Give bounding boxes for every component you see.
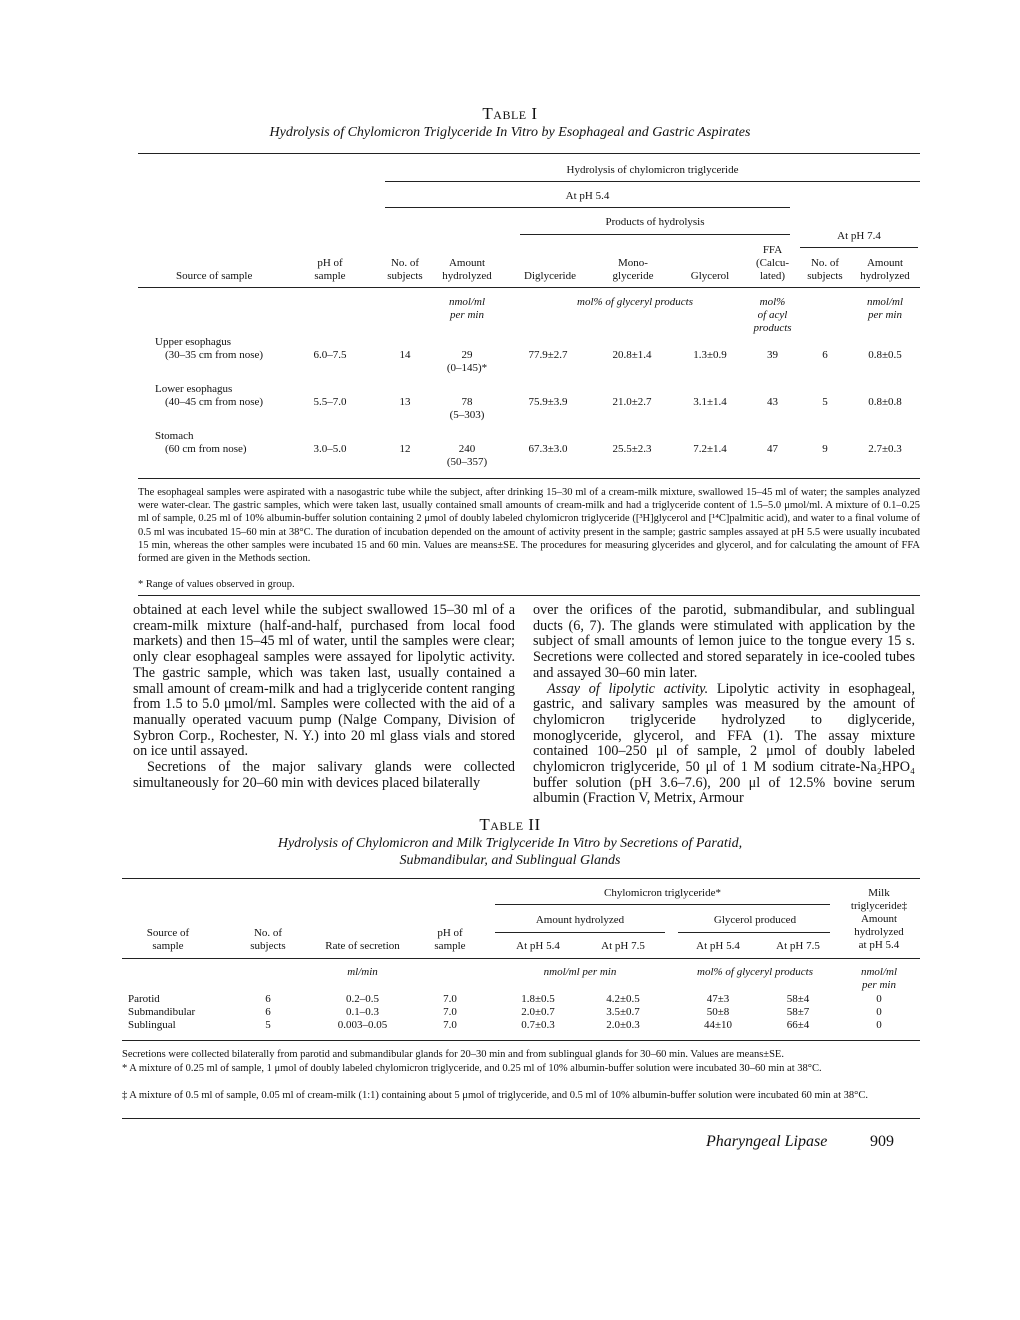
t2-group-glycerol: Glycerol produced	[713, 914, 797, 926]
t2-col-amount-ph54: At pH 5.4	[516, 940, 560, 952]
t1-rule	[385, 181, 920, 182]
t2-unit-amount: nmol/ml per min	[543, 966, 617, 978]
t1-header-rule	[138, 287, 920, 288]
t2-col-glycerol-ph54: At pH 5.4	[696, 940, 740, 952]
t2-group-chylo: Chylomicron triglyceride*	[604, 887, 721, 899]
t2-unit-rate: ml/min	[347, 966, 378, 978]
body-paragraph: over the orifices of the parotid, submandibular, and sublingual ducts (6, 7). The glands were stimulated with application by the subject of small amounts of lemon juice to the tongue every 15 s. Secretions were collected and stored separately in ice-cooled tubes and assayed 30–60 min later.	[533, 602, 915, 681]
t2-col-milk: Milk triglyceride‡ Amount hydrolyzed at pH 5.4	[850, 887, 908, 951]
t2-col-rate: Rate of secretion	[325, 940, 400, 952]
body-paragraph: Assay of lipolytic activity. Lipolytic activity in esophageal, gastric, and salivary samples was measured by the amount of chylomicron triglyceride hydrolyzed to diglyceride, monoglyceride, glycerol, and FFA (1). The assay mixture contained 100–250 μl of sample, 2 μmol of doubly labeled chylomicron triglyceride, 50 μl of 1 M sodium citrate-Na₂HPO₄ buffer solution (pH 3.6–7.6), 200 μl of 12.5% bovine serum albumin (Fraction V, Metrix, Armour	[533, 680, 915, 807]
t2-col-source: Source of sample	[146, 927, 190, 952]
t1-col-amount: Amount hydrolyzed	[442, 257, 492, 282]
table2-footnote-star: * A mixture of 0.25 ml of sample, 1 μmol of doubly labeled chylomicron triglyceride, and 0.25 ml of 10% albumin-buffer solution were incubated 30–60 min at 38°C.	[122, 1063, 822, 1074]
t2-col-subjects: No. of subjects	[250, 927, 286, 952]
t2-unit-milk: nmol/ml per min	[860, 966, 898, 991]
running-title: Pharyngeal Lipase	[706, 1133, 828, 1150]
table1-note: The esophageal samples were aspirated with a nasogastric tube while the subject, after drinking 15–30 ml of a cream-milk mixture, swallowed 15–45 ml of water; the samples analyzed were water-clear. The gastric samples, which were taken last, usually contained small amounts of cream-milk and had a triglyceride content of 1.5–5.0 μmol/ml. A mixture of 0.1–0.25 ml of sample, 0.25 ml of 10% albumin-buffer solution containing 2 μmol of doubly labeled chylomicron triglyceride ([³H]glycerol and [¹⁴C]palmitic acid), and water to a final volume of 0.5 ml was incubated 15–60 min at 38°C. The duration of incubation depended on the amount of activity present in the sample; gastric samples assayed at pH 5.5 were usually incubated 15 min, whereas the other samples were incubated 15 and 60 min. Values are means±SE. The procedures for measuring glycerides and glycerol, and for calculating the amount of FFA formed are given in the Methods section.	[138, 487, 920, 565]
t2-rule	[495, 932, 665, 933]
table2-end-rule	[122, 1118, 920, 1119]
table1-top-rule	[138, 153, 920, 154]
t1-unit-products: mol% of glyceryl products	[577, 296, 693, 308]
t1-col-subjects74: No. of subjects	[807, 257, 843, 282]
t1-col-glycerol: Glycerol	[690, 270, 730, 282]
page-number: 909	[870, 1133, 894, 1150]
t1-col-amount74: Amount hydrolyzed	[860, 257, 910, 282]
t1-rule	[520, 234, 790, 235]
table1-title: Hydrolysis of Chylomicron Triglyceride In Vitro by Esophageal and Gastric Aspirates	[269, 125, 751, 140]
t2-unit-glycerol: mol% of glyceryl products	[697, 966, 813, 978]
t2-col-glycerol-ph75: At pH 7.5	[776, 940, 820, 952]
table1-footnote: * Range of values observed in group.	[138, 579, 295, 590]
t1-unit-amount74: nmol/ml per min	[866, 296, 904, 321]
t1-unit-amount: nmol/ml per min	[448, 296, 486, 321]
body-left-column	[133, 603, 515, 791]
t1-header-group: Hydrolysis of chylomicron triglyceride	[566, 164, 739, 176]
table2-note: Secretions were collected bilaterally from parotid and submandibular glands for 20–30 min and from sublingual glands for 30–60 min. Values are means±SE.	[122, 1049, 784, 1060]
table2-footnote-dagger: ‡ A mixture of 0.5 ml of sample, 0.05 ml of cream-milk (1:1) containing about 5 μmol of triglyceride, and 0.5 ml of 10% albumin-buffer solution were incubated 60 min at 38°C.	[122, 1090, 868, 1101]
t2-rule	[678, 932, 830, 933]
t2-header-rule	[122, 958, 920, 959]
t1-rule	[800, 247, 918, 248]
table1-end-rule	[138, 595, 920, 596]
body-paragraph: Secretions of the major salivary glands were collected simultaneously for 20–60 min with devices placed bilaterally	[133, 759, 515, 791]
table2-title-line1: Hydrolysis of Chylomicron and Milk Triglyceride In Vitro by Secretions of Paratid,	[277, 836, 743, 851]
t1-col-source: Source of sample	[176, 270, 253, 282]
table2-bottom-rule	[122, 1040, 920, 1041]
body-paragraph: obtained at each level while the subject swallowed 15–30 ml of a cream-milk mixture (half-and-half, purchased from local food markets) and then 15–45 ml of water, until the samples were clear; only clear esophageal samples were assayed for lipolytic activity. The gastric sample, which was taken last, usually contained a small amount of cream-milk and had a triglyceride content ranging from 1.5 to 5.0 μmol/ml. Samples were collected with the aid of a manually operated vacuum pump (Nalge Company, Division of Sybron Corp., Rochester, N. Y.) into 20 ml glass vials and stored on ice until assayed.	[133, 602, 515, 760]
t2-col-amount-ph75: At pH 7.5	[601, 940, 645, 952]
table2-label: Table II	[479, 815, 541, 834]
table1-label: Table I	[482, 104, 538, 123]
t1-ph74-group: At pH 7.4	[837, 230, 881, 242]
t1-col-ph: pH of sample	[314, 257, 346, 282]
t1-unit-ffa: mol% of acyl products	[753, 296, 792, 334]
t1-col-ffa: FFA (Calcu- lated)	[756, 244, 789, 282]
body-right-column	[533, 603, 915, 807]
t1-col-diglyceride: Diglyceride	[524, 270, 576, 282]
t1-col-subjects: No. of subjects	[387, 257, 423, 282]
section-heading: Assay of lipolytic activity.	[547, 680, 709, 697]
t2-col-ph: pH of sample	[434, 927, 466, 952]
t2-rule	[495, 904, 830, 905]
t1-ph54-group: At pH 5.4	[565, 190, 610, 202]
table2-top-rule	[122, 878, 920, 879]
t1-products-group: Products of hydrolysis	[605, 216, 705, 228]
t2-group-amount: Amount hydrolyzed	[535, 914, 625, 926]
table2-title-line2: Submandibular, and Sublingual Glands	[399, 853, 621, 868]
table1-bottom-rule	[138, 478, 920, 479]
t1-col-mono: Mono- glyceride	[612, 257, 654, 282]
t1-rule	[385, 207, 790, 208]
